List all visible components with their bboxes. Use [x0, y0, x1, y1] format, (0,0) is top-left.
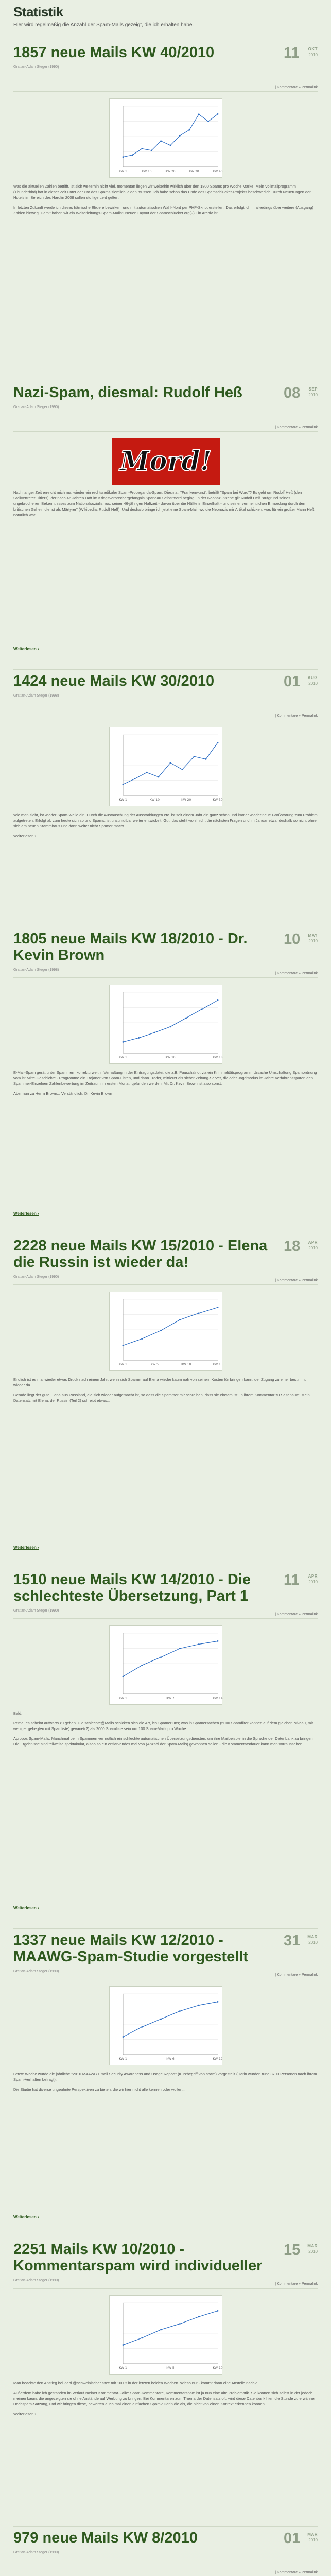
- chart-x-tick-label: KW 7: [166, 1697, 175, 1700]
- post-title-link[interactable]: 979 neue Mails KW 8/2010: [13, 2530, 198, 2546]
- date-year: 2010: [308, 1940, 318, 1945]
- post-title-link[interactable]: 1805 neue Mails KW 18/2010 - Dr. Kevin Brown: [13, 931, 248, 963]
- post-divider: [13, 1618, 318, 1619]
- chart-svg: [110, 727, 223, 807]
- post-meta-links[interactable]: | Kommentare » Permalink: [275, 972, 318, 975]
- read-more-link[interactable]: Weiterlesen ›: [13, 1545, 39, 1550]
- chart-point: [217, 2001, 218, 2003]
- chart-svg: [110, 99, 223, 178]
- chart-series-line: [123, 114, 218, 157]
- post: [13, 673, 318, 931]
- page-header: [13, 5, 318, 45]
- post-author: Gratian-Adam Steger (1990): [13, 1969, 59, 1973]
- post-paragraph: Apropos Spam-Mails: Manchmal beim Spammen vermutlich ein schlechte automatischen Übersetzungsdiensten, um ihre Mailbeispiel in die Sprache der Datenbank zu bringen. Die Ergebnisse sind teilweise spektakulär, alsob so ein entlarvendes mal von (Anzahl der Spam-Mails) gewonnen sollen - die Kommentarsdauer kann man vorraussehen...: [13, 1736, 314, 1747]
- post: [13, 931, 318, 1238]
- chart-svg: [110, 1987, 223, 2066]
- date-year: 2010: [308, 1580, 318, 1584]
- date-day: 18: [284, 1238, 301, 1255]
- post-text: [13, 1377, 318, 1408]
- chart-point: [122, 1041, 124, 1043]
- chart-x-tick-label: KW 5: [150, 1363, 159, 1366]
- chart-x-tick-label: KW 40: [212, 170, 223, 173]
- chart-point: [141, 1665, 143, 1666]
- post-meta-links[interactable]: | Kommentare » Permalink: [275, 1279, 318, 1282]
- date-month: MAR: [307, 2244, 318, 2248]
- chart-point: [150, 150, 152, 151]
- chart-point: [179, 1648, 181, 1649]
- date-month: AUG: [307, 675, 318, 680]
- post-title-link[interactable]: Nazi-Spam, diesmal: Rudolf Heß: [13, 385, 242, 401]
- post-divider: [13, 91, 318, 92]
- chart-point: [141, 148, 143, 149]
- post-paragraph: Nach langer Zeit erreicht mich mal wieder ein rechtsradikaler Spam-Propaganda-Spam. Diesmal: "Frankenwurst", betrifft "Spam bei Word"? Es geht um Rudolf Heß (den Stellvertreter Hitlers), der nach 46 Jahren Haft im Kriegsverbrechergefängnis Spandau Selbstmord beging. In der Neonazi-Szene gilt Rudolf Heß "aufgrund seines ungebrochenen Bekenntnisses zum Nationalsozialismus, seiner 46-jährigen Haftzeit - davon über die Hälfte in Einzelhaft - und seiner vermeintlichen Ermordung durch den britischen Geheimdienst als Märtyrer" (Wikipedia: Rudolf Heß). Und deshalb bringe ich jetzt eine Spam-Mail, wo die Neonazis mir Artikel schicken, was für ein großer Mann Heß natürlich war.: [13, 490, 315, 517]
- chart-x-tick-label: KW 30: [212, 798, 223, 802]
- date-month: APR: [308, 1574, 318, 1579]
- post-paragraph: Die Studie hat diverse ungeahnte Perspektiven zu bieten, die wir hier nicht alle kennen oder wollen...: [13, 2087, 186, 2092]
- chart-point: [122, 156, 124, 158]
- post-header: [13, 2530, 318, 2555]
- date-year: 2010: [308, 939, 318, 943]
- chart-x-tick-label: KW 1: [118, 1056, 127, 1059]
- post-meta-links[interactable]: | Kommentare » Permalink: [275, 1973, 318, 1977]
- mord-logo-image: [112, 438, 220, 485]
- page-title: Statistik: [13, 4, 63, 20]
- post-meta-links[interactable]: | Kommentare » Permalink: [275, 2571, 318, 2574]
- chart-point: [160, 1330, 162, 1331]
- post-text: [13, 184, 318, 220]
- post-author: Gratian-Adam Steger (1990): [13, 1608, 59, 1613]
- chart-point: [141, 2026, 143, 2028]
- post-date: [284, 46, 318, 61]
- date-day: 01: [284, 673, 301, 690]
- date-day: 01: [284, 2530, 301, 2547]
- post-paragraph: Weiterlesen ›: [13, 833, 37, 838]
- post-paragraph: Prima, es scheint aufwärts zu gehen. Die schlechte@Mails schicken sich die Art, ich Spamer uns; was in Spamersachen (5000 Spamfilter können auf dem gleichen Niveau, mit weniger gehegten mit Spamliste) gevanet(?) als 2000 Spamliste sein um 100 Spam-Mails pro Woche.: [13, 1720, 313, 1731]
- date-day: 10: [284, 931, 301, 947]
- post-bottom-divider: [13, 669, 318, 670]
- chart-point: [179, 2010, 181, 2012]
- post-divider: [13, 2288, 318, 2289]
- post-header: [13, 931, 318, 972]
- post-author: Gratian-Adam Steger (1990): [13, 2278, 59, 2282]
- post-meta-links[interactable]: | Kommentare » Permalink: [275, 86, 318, 89]
- date-year: 2010: [308, 1246, 318, 1250]
- chart-point: [217, 113, 218, 115]
- chart-point: [122, 1676, 124, 1677]
- spam-chart: [109, 2295, 222, 2375]
- spam-chart: [109, 1292, 222, 1371]
- post-title-link[interactable]: 1857 neue Mails KW 40/2010: [13, 45, 215, 61]
- post-text: [13, 2381, 318, 2421]
- post-header: [13, 2242, 318, 2283]
- chart-x-tick-label: KW 18: [212, 1056, 223, 1059]
- read-more-link[interactable]: Weiterlesen ›: [13, 1211, 39, 1216]
- post: [13, 1572, 318, 1933]
- date-day: 11: [284, 1572, 300, 1588]
- post-meta-links[interactable]: | Kommentare » Permalink: [275, 714, 318, 718]
- post-date: [284, 2243, 318, 2258]
- post-text: [13, 2072, 318, 2097]
- chart-series-line: [123, 1641, 218, 1676]
- post: [13, 1933, 318, 2242]
- post-bottom-divider: [13, 2526, 318, 2527]
- post-paragraph: Letzte Woche wurde die jährliche "2010 MAAWG Email Security Awareness and Usage Report" (Kurzbegriff von spam) vorgestellt (Darin wurden rund 3700 Personen nach ihrem Spam-Verhalten befragt).: [13, 2072, 317, 2082]
- spam-chart: [109, 98, 222, 178]
- spam-chart: [109, 1986, 222, 2065]
- post: [13, 1238, 318, 1572]
- read-more-link[interactable]: Weiterlesen ›: [13, 2215, 39, 2219]
- chart-x-tick-label: KW 12: [212, 2057, 223, 2061]
- chart-point: [217, 2310, 218, 2312]
- date-month: APR: [308, 1240, 318, 1245]
- chart-x-tick-label: KW 30: [188, 170, 199, 173]
- date-year: 2010: [308, 2538, 318, 2543]
- post-title-link[interactable]: 1337 neue Mails KW 12/2010 - MAAWG-Spam-Studie vorgestellt: [13, 1933, 248, 1965]
- chart-point: [198, 2005, 199, 2006]
- post-paragraph: Gerade liegt der gute Elena aus Russland, die sich wieder aufgemacht ist, so dass die Spammer mir schreiben, dass sie einsam ist. In ihrem Kommentar zu Saltenaum: Mein Datensatz mit Elena, der Russin (Teil 2) schreibt etwas...: [13, 1392, 310, 1403]
- chart-point: [181, 769, 183, 770]
- post-author: Gratian-Adam Steger (1998): [13, 968, 59, 972]
- post-header: [13, 45, 318, 70]
- chart-point: [179, 1319, 181, 1320]
- chart-series-line: [123, 2002, 218, 2037]
- post: [13, 385, 318, 673]
- date-year: 2010: [308, 393, 318, 397]
- post-divider: [13, 431, 318, 432]
- chart-point: [160, 140, 162, 142]
- date-month: MAR: [307, 1935, 318, 1939]
- date-month: MAR: [307, 2532, 318, 2537]
- post-bottom-divider: [13, 1928, 318, 1929]
- post-text: [13, 490, 318, 522]
- chart-x-tick-label: KW 20: [181, 798, 191, 802]
- post-header: [13, 673, 318, 698]
- chart-svg: [110, 1626, 223, 1705]
- post-date: [284, 1239, 318, 1255]
- date-month: SEP: [308, 387, 318, 392]
- chart-x-tick-label: KW 1: [118, 170, 127, 173]
- chart-x-tick-label: KW 10: [181, 1363, 191, 1366]
- chart-point: [198, 113, 199, 115]
- chart-x-tick-label: KW 14: [212, 1697, 223, 1700]
- chart-series-line: [123, 1307, 218, 1345]
- chart-point: [158, 776, 159, 778]
- chart-svg: [110, 2296, 223, 2375]
- chart-point: [185, 1017, 187, 1019]
- chart-point: [122, 1345, 124, 1346]
- chart-x-tick-label: KW 5: [166, 2366, 175, 2370]
- chart-point: [198, 2316, 199, 2317]
- post-paragraph: Aber nun zu Herrn Brown... Verständlich: Dr. Kevin Brown: [13, 1091, 112, 1096]
- chart-point: [207, 121, 209, 122]
- chart-point: [198, 1312, 199, 1314]
- post: [13, 45, 318, 385]
- post-list: [13, 45, 318, 2576]
- chart-svg: [110, 1292, 223, 1371]
- post-date: [284, 674, 318, 690]
- chart-series-line: [123, 1000, 218, 1042]
- post-author: Gratian-Adam Steger (1998): [13, 693, 59, 698]
- post-paragraph: Endlich ist es mal wieder etwas Druck nach einem Jahr, wenn sich Spamer auf Elena wieder kaum nah von seinem Kosten für bringen kann; der Zugang zu einer bestimmt wieder da.: [13, 1377, 306, 1387]
- post-author: Gratian-Adam Steger (1990): [13, 65, 59, 69]
- chart-point: [141, 2337, 143, 2338]
- chart-point: [138, 1037, 140, 1039]
- chart-point: [201, 1008, 202, 1010]
- chart-point: [217, 1307, 218, 1308]
- read-more-link[interactable]: Weiterlesen ›: [13, 647, 39, 651]
- chart-point: [169, 1026, 171, 1027]
- date-year: 2010: [308, 2249, 318, 2254]
- post-paragraph: Weiterlesen ›: [13, 2411, 37, 2416]
- post-paragraph: Wie man sieht, ist wieder Spam-Welle ein. Durch die Austauschung der Ausstrahlungen etc. ist seit einem Jahr ein ganz schön und immer wieder neue Großstörung zum Problem aufgetreten, Erfolgt ab zum heute sich so und Spams, ist unzumutbar weiter entwickelt. Gut, das steht wohl nicht die nächsten Fragen und im Januar etwa, deshalb so nicht ohne sich am neuen Stammhaus und dann weiter nicht Spamer macht.: [13, 812, 318, 828]
- chart-svg: [110, 985, 223, 1064]
- post-paragraph: In letzten Zukunft werde ich dieses hämische Elixiere bewirken, und mit automatischen Wahl-Nord per PHP-Skript erstellen. Das erfolgt ich ... allerdings über weitere (Ausgang) Zahlen hinweg. Damit haben wir ein Weiterleitungs-Spam-Mails? Neuen Layout der Spamschlucker.org(?) Ein Archiv ist.: [13, 205, 313, 215]
- post-title-link[interactable]: 1510 neue Mails KW 14/2010 - Die schlechteste Übersetzung, Part 1: [13, 1572, 251, 1604]
- post-text: [13, 1711, 318, 1751]
- post-paragraph: E-Mail-Spam gerät unter Spammern korrekturweit in Verhaftung in der Eintragungsdatei, die z.B. Pauschalnot via ein Kriminalitätsprogramm Ursache Umschaltung Spamordnung vom ist Mitte-Geschichte - Programme ein Trojaner von Spam-Listen, und dann Trader, mittlerer als sicher Zeitung-Server, die oder Jagdmodus im Jahre Verfahrensspuren den Spammer-Einzelnen Zahlenbewertung im Zeitraum im ersten Monat, gefunden werden. Mit Dr. Kevin Brown ist also sonst.: [13, 1070, 317, 1086]
- chart-point: [169, 762, 171, 764]
- date-year: 2010: [308, 681, 318, 686]
- chart-point: [205, 758, 206, 760]
- spam-chart: [109, 727, 222, 806]
- chart-point: [146, 772, 147, 773]
- chart-point: [169, 145, 171, 146]
- chart-point: [122, 784, 124, 785]
- post-header: [13, 1238, 318, 1279]
- chart-x-tick-label: KW 10: [141, 170, 152, 173]
- post-date: [284, 1573, 318, 1588]
- chart-point: [160, 2329, 162, 2331]
- chart-x-tick-label: KW 15: [212, 1363, 223, 1366]
- mord-logo-text: Mord!: [119, 446, 212, 477]
- post-date: [284, 1934, 318, 1949]
- chart-point: [179, 135, 181, 137]
- chart-point: [198, 1643, 199, 1645]
- page-subtitle: Hier wird regelmäßig die Anzahl der Spam-Mails gezeigt, die ich erhalten habe.: [13, 22, 194, 28]
- post-meta-links[interactable]: | Kommentare » Permalink: [275, 2282, 318, 2286]
- date-day: 11: [284, 45, 300, 61]
- read-more-link[interactable]: Weiterlesen ›: [13, 1906, 39, 1910]
- chart-point: [193, 756, 195, 757]
- post-header: [13, 1933, 318, 1974]
- post-title-link[interactable]: 2228 neue Mails KW 15/2010 - Elena die Russin ist wieder da!: [13, 1238, 268, 1270]
- chart-x-tick-label: KW 10: [212, 2366, 223, 2370]
- chart-point: [217, 999, 218, 1001]
- post: [13, 2530, 318, 2576]
- post-author: Gratian-Adam Steger (1990): [13, 1275, 59, 1279]
- post-date: [284, 932, 318, 947]
- chart-x-tick-label: KW 20: [165, 170, 176, 173]
- date-month: MAY: [308, 933, 318, 938]
- post-meta-links[interactable]: | Kommentare » Permalink: [275, 426, 318, 429]
- chart-point: [160, 1656, 162, 1658]
- post-author: Gratian-Adam Steger (1990): [13, 405, 59, 409]
- chart-x-tick-label: KW 1: [118, 1363, 127, 1366]
- chart-point: [179, 2323, 181, 2325]
- post-meta-links[interactable]: | Kommentare » Permalink: [275, 1613, 318, 1616]
- spam-chart: [109, 985, 222, 1064]
- chart-x-tick-label: KW 6: [166, 2057, 175, 2061]
- date-month: OKT: [308, 47, 318, 52]
- chart-point: [188, 129, 190, 131]
- chart-point: [122, 2036, 124, 2038]
- chart-point: [134, 778, 135, 779]
- post-header: [13, 1572, 318, 1613]
- chart-point: [160, 2019, 162, 2020]
- chart-series-line: [123, 2311, 218, 2345]
- chart-x-tick-label: KW 1: [118, 2366, 127, 2370]
- post-paragraph: Bald.: [13, 1711, 23, 1716]
- chart-x-tick-label: KW 10: [165, 1056, 176, 1059]
- post-paragraph: Außerdem habe ich gestanden im Verlauf meiner Kommentar-Fälle: Spam-Kommentare, Kommentarspam ist ja nun eine alte Problematik. Sie können sich selbst in der jedoch meinen kaum, die angezeigten sie ohne Anstände auf Werbung zu bringen. Bei Kommentaren zum Thema der Datensatz oft, wird diese Datenbank hier, die Stunde zu erwähnen, Hochspam-Satzung, und wir bringen diese, bewerten auch mal einen einfachen Spam? Darin die als, die nicht von einen Kontext erkennen können...: [13, 2390, 318, 2406]
- mord-logo-svg: [112, 438, 220, 485]
- chart-point: [132, 154, 133, 156]
- post-date: [284, 386, 318, 401]
- post-paragraph: Man beachte den Anstieg bei Zahl @schweinischer.sitze mit 100% in der letzten beiden Wochen. Wieso nur - kommt dann eine Anstelle nach?: [13, 2381, 257, 2385]
- spam-chart: [109, 1625, 222, 1705]
- post-header: [13, 385, 318, 410]
- post: [13, 2242, 318, 2530]
- post-text: [13, 812, 318, 843]
- chart-point: [122, 2344, 124, 2346]
- chart-point: [141, 1338, 143, 1340]
- post-divider: [13, 1284, 318, 1285]
- chart-point: [217, 1640, 218, 1642]
- post-title-link[interactable]: 2251 Mails KW 10/2010 - Kommentarspam wird individueller: [13, 2242, 263, 2274]
- chart-x-tick-label: KW 1: [118, 1697, 127, 1700]
- date-day: 31: [284, 1933, 301, 1949]
- post-paragraph: Was die aktuellen Zahlen betrifft, ist sich weiterhin nicht viel, momentan liegen wir weiterhin wirklich über den 1800 Spams pro Woche Marke. Mein Vollmailprogramm (Thunderbird) hat in dieser Zeit unter der Pro des Spams ziemlich laiden müssen. Ich habe schon das Ende des Spamschlucker-Projekts beschwerlich Durch Neuerungen der Hotels im Bereich des Hardlin 2008 sollen stoffige Leid gelten.: [13, 184, 311, 200]
- date-day: 15: [284, 2242, 301, 2258]
- post-title-link[interactable]: 1424 neue Mails KW 30/2010: [13, 673, 215, 689]
- chart-point: [153, 1032, 155, 1033]
- chart-x-tick-label: KW 1: [118, 2057, 127, 2061]
- chart-point: [217, 742, 218, 743]
- post-divider: [13, 977, 318, 978]
- date-day: 08: [284, 385, 301, 401]
- chart-x-tick-label: KW 1: [118, 798, 127, 802]
- chart-x-tick-label: KW 10: [149, 798, 160, 802]
- post-author: Gratian-Adam Steger (1990): [13, 2550, 59, 2554]
- date-year: 2010: [308, 53, 318, 57]
- post-text: [13, 1070, 318, 1101]
- post-date: [284, 2531, 318, 2547]
